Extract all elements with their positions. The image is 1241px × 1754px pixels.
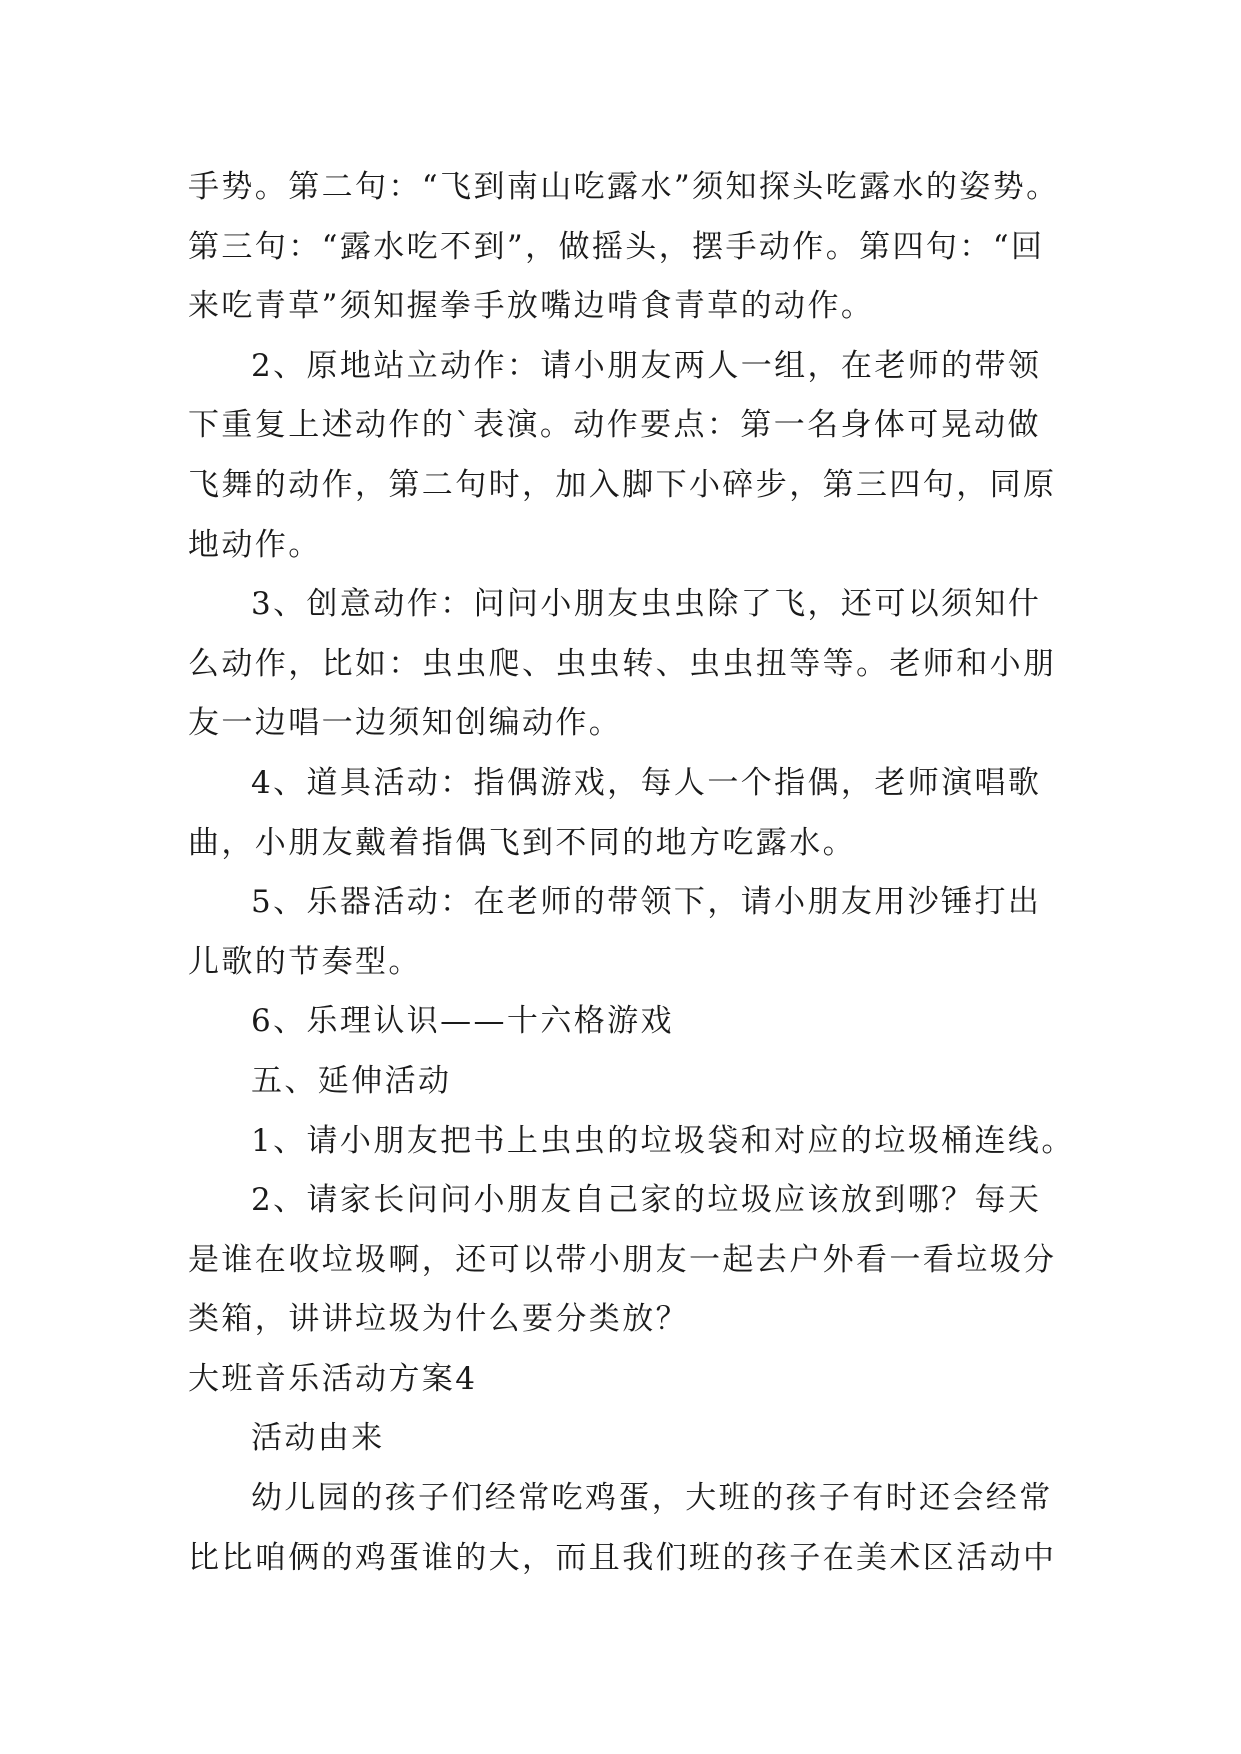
text-line: 2、原地站立动作：请小朋友两人一组，在老师的带领	[251, 347, 1042, 384]
text-line: 比比咱俩的鸡蛋谁的大，而且我们班的孩子在美术区活动中	[188, 1539, 1057, 1576]
text-line: 2、请家长问问小朋友自己家的垃圾应该放到哪？每天	[251, 1182, 1042, 1219]
text-line: 五、延伸活动	[251, 1062, 452, 1099]
text-line: 6、乐理认识——十六格游戏	[251, 1003, 674, 1040]
text-line: 手势。第二句：“飞到南山吃露水”须知探头吃露水的姿势。	[188, 169, 1060, 205]
text-line: 下重复上述动作的`表演。动作要点：第一名身体可晃动做	[188, 407, 1041, 444]
text-line: 3、创意动作：问问小朋友虫虫除了飞，还可以须知什	[251, 586, 1042, 623]
text-line: 么动作，比如：虫虫爬、虫虫转、虫虫扭等等。老师和小朋	[188, 645, 1057, 682]
text-line: 幼儿园的孩子们经常吃鸡蛋，大班的孩子有时还会经常	[251, 1480, 1053, 1517]
text-line: 来吃青草”须知握拳手放嘴边啃食青草的动作。	[188, 288, 875, 325]
text-line: 5、乐器活动：在老师的带领下，请小朋友用沙锤打出	[251, 884, 1042, 921]
text-line: 大班音乐活动方案4	[188, 1360, 478, 1397]
text-line: 地动作。	[188, 526, 322, 563]
text-line: 第三句：“露水吃不到”，做摇头，摆手动作。第四句：“回	[188, 228, 1045, 265]
text-line: 友一边唱一边须知创编动作。	[188, 705, 623, 742]
text-line: 曲，小朋友戴着指偶飞到不同的地方吃露水。	[188, 824, 856, 861]
text-line: 儿歌的节奏型。	[188, 943, 422, 980]
document-body	[188, 158, 1088, 1588]
text-line: 4、道具活动：指偶游戏，每人一个指偶，老师演唱歌	[251, 764, 1042, 801]
text-line: 1、请小朋友把书上虫虫的垃圾袋和对应的垃圾桶连线。	[251, 1122, 1075, 1159]
text-line: 类箱，讲讲垃圾为什么要分类放？	[188, 1301, 689, 1338]
text-line: 是谁在收垃圾啊，还可以带小朋友一起去户外看一看垃圾分	[188, 1241, 1057, 1278]
text-line: 活动由来	[251, 1420, 385, 1457]
text-line: 飞舞的动作，第二句时，加入脚下小碎步，第三四句，同原	[188, 466, 1057, 503]
